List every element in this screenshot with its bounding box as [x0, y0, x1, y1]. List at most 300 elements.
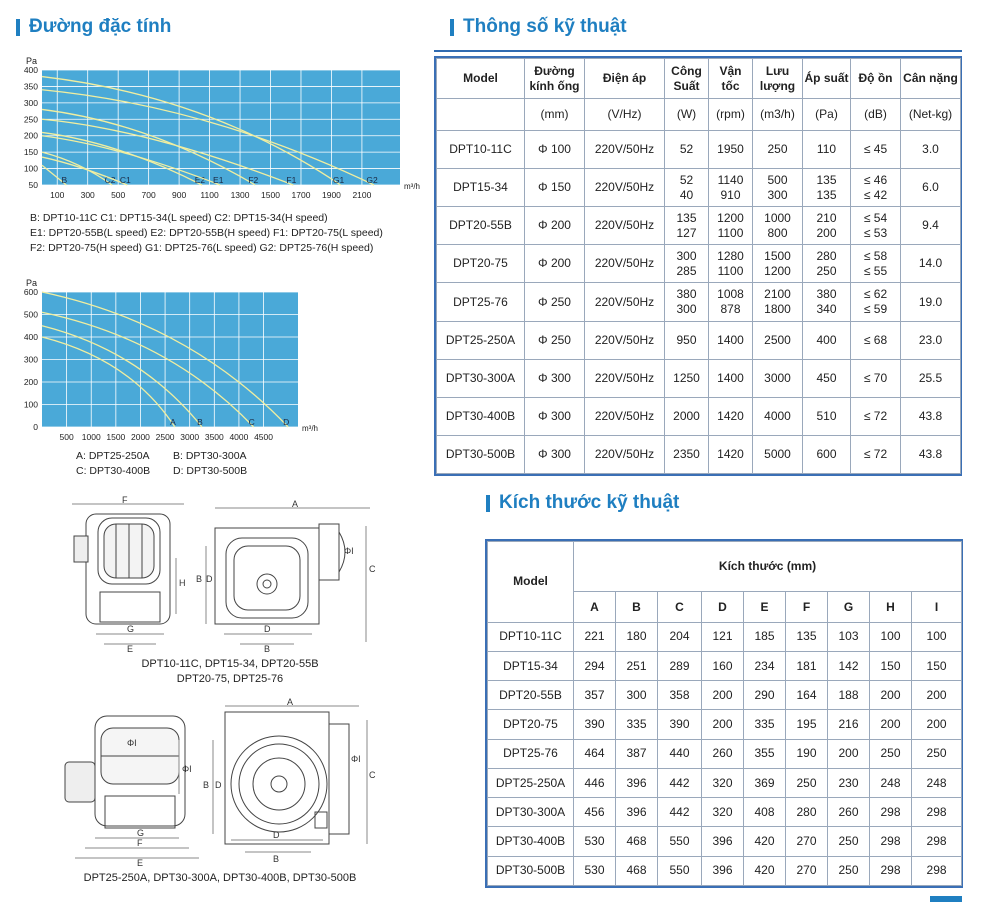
- table-cell: 298: [870, 798, 912, 827]
- dim-row: [488, 768, 962, 797]
- table-cell: (mm): [525, 99, 585, 131]
- table-cell: 468: [616, 856, 658, 885]
- table-cell: 335: [616, 710, 658, 739]
- x-tick-label: 1700: [291, 190, 311, 200]
- y-axis-label: Pa: [26, 278, 38, 288]
- table-cell: 220V/50Hz: [585, 397, 665, 435]
- spec-row: [437, 321, 961, 359]
- table-cell: 220V/50Hz: [585, 207, 665, 245]
- table-cell: 110: [803, 131, 851, 169]
- x-tick-label: 1000: [81, 432, 101, 442]
- spec-row: [437, 131, 961, 169]
- table-cell: ≤ 54 ≤ 53: [851, 207, 901, 245]
- table-cell: 3.0: [901, 131, 961, 169]
- table-cell: 5000: [753, 435, 803, 473]
- table-cell: 1008 878: [709, 283, 753, 321]
- table-cell: 251: [616, 651, 658, 680]
- chart2-legend: [76, 449, 276, 479]
- table-cell: 280: [786, 798, 828, 827]
- y-axis-label: Pa: [26, 56, 38, 66]
- y-tick-label: 300: [23, 97, 38, 108]
- table-cell: DPT10-11C: [437, 131, 525, 169]
- dim-letter: F: [137, 838, 143, 848]
- x-tick-label: 900: [172, 190, 187, 200]
- table-cell: DPT30-300A: [437, 359, 525, 397]
- title-bar-marker: [486, 495, 490, 512]
- y-tick-label: 350: [23, 81, 38, 92]
- title-bar-marker: [16, 19, 20, 36]
- y-tick-label: 500: [23, 309, 38, 320]
- table-cell: 25.5: [901, 359, 961, 397]
- table-cell: 6.0: [901, 169, 961, 207]
- table-cell: DPT30-400B: [488, 827, 574, 856]
- table-cell: DPT25-250A: [488, 768, 574, 797]
- table-cell: ≤ 70: [851, 359, 901, 397]
- table-cell: 4000: [753, 397, 803, 435]
- legend-line: B: DPT10-11C C1: DPT15-34(L speed) C2: DPT15-34(H speed): [30, 212, 328, 224]
- x-tick-label: 1500: [261, 190, 280, 200]
- table-cell: 200: [912, 681, 962, 710]
- x-axis-label: m³/h: [302, 424, 318, 433]
- dim-letter: C: [369, 564, 376, 574]
- table-cell: Φ 200: [525, 207, 585, 245]
- table-cell: 1200 1100: [709, 207, 753, 245]
- table-cell: 442: [658, 798, 702, 827]
- dim-section-title: [486, 492, 679, 514]
- table-cell: D: [702, 592, 744, 622]
- table-cell: 464: [574, 739, 616, 768]
- spec-unit-row: [437, 99, 961, 131]
- table-cell: 510: [803, 397, 851, 435]
- table-cell: ≤ 72: [851, 435, 901, 473]
- table-cell: B: [616, 592, 658, 622]
- y-tick-label: 50: [28, 180, 38, 190]
- table-cell: 290: [744, 681, 786, 710]
- table-cell: 396: [616, 798, 658, 827]
- legend-item: D: DPT30-500B: [173, 465, 248, 477]
- dim-letter: B: [203, 780, 210, 790]
- table-cell: 298: [912, 827, 962, 856]
- table-cell: Φ 300: [525, 435, 585, 473]
- x-tick-label: 100: [50, 190, 65, 200]
- series-label: B: [197, 417, 203, 427]
- series-label: G1: [332, 175, 345, 185]
- x-tick-label: 1500: [106, 432, 126, 442]
- table-cell: 180: [616, 622, 658, 651]
- dim-row: [488, 739, 962, 768]
- dim-row: [488, 798, 962, 827]
- table-cell: 250: [870, 739, 912, 768]
- table-cell: 188: [828, 681, 870, 710]
- table-cell: 294: [574, 651, 616, 680]
- table-cell: DPT15-34: [437, 169, 525, 207]
- legend-item: A: DPT25-250A: [76, 450, 150, 462]
- table-cell: ≤ 68: [851, 321, 901, 359]
- dim-letter: ΦI: [344, 546, 354, 556]
- dim-letter: B: [196, 574, 203, 584]
- table-cell: (W): [665, 99, 709, 131]
- x-tick-label: 300: [80, 190, 95, 200]
- table-cell: Model: [437, 59, 525, 99]
- table-cell: 43.8: [901, 435, 961, 473]
- fan-motor: [74, 536, 88, 562]
- y-tick-label: 600: [23, 287, 38, 297]
- dim-letter: D: [215, 780, 222, 790]
- table-cell: 270: [786, 856, 828, 885]
- fan2-base: [105, 796, 175, 828]
- table-cell: 220V/50Hz: [585, 359, 665, 397]
- table-cell: Φ 300: [525, 359, 585, 397]
- table-cell: 160: [702, 651, 744, 680]
- series-label: A: [170, 417, 176, 427]
- table-cell: 103: [828, 622, 870, 651]
- table-cell: Vận tốc: [709, 59, 753, 99]
- table-cell: Φ 200: [525, 245, 585, 283]
- spec-title-text: Thông số kỹ thuật: [463, 16, 627, 37]
- dim-letter: A: [292, 499, 299, 509]
- table-cell: 52: [665, 131, 709, 169]
- spec-header-row: [437, 59, 961, 99]
- table-cell: Điện áp: [585, 59, 665, 99]
- table-cell: 164: [786, 681, 828, 710]
- fan2-terminal-box: [315, 812, 327, 828]
- series-label: C1: [119, 175, 131, 185]
- fan2-outlet-flange: [329, 724, 349, 834]
- table-cell: 600: [803, 435, 851, 473]
- table-cell: 550: [658, 856, 702, 885]
- table-cell: Φ 250: [525, 321, 585, 359]
- dim-letter: C: [369, 770, 376, 780]
- fan2-motor: [65, 762, 95, 802]
- dim-row: [488, 681, 962, 710]
- table-cell: 550: [658, 827, 702, 856]
- table-cell: 500 300: [753, 169, 803, 207]
- fan2-outlet-ring: [231, 736, 327, 832]
- series-label: G2: [366, 175, 378, 185]
- fan-base: [100, 592, 160, 622]
- dim-row: [488, 622, 962, 651]
- table-cell: C: [658, 592, 702, 622]
- x-tick-label: 2100: [352, 190, 372, 200]
- dim-letter: ΦI: [127, 738, 137, 748]
- series-label: E1: [213, 175, 224, 185]
- table-cell: Cân nặng: [901, 59, 961, 99]
- x-tick-label: 1900: [321, 190, 341, 200]
- table-cell: 357: [574, 681, 616, 710]
- table-cell: 298: [870, 856, 912, 885]
- x-tick-label: 700: [141, 190, 156, 200]
- drawing1-caption: [100, 657, 360, 687]
- table-cell: DPT25-76: [437, 283, 525, 321]
- x-tick-label: 500: [111, 190, 126, 200]
- table-cell: 216: [828, 710, 870, 739]
- table-cell: 300: [616, 681, 658, 710]
- spec-table: [436, 58, 961, 474]
- table-cell: Công Suất: [665, 59, 709, 99]
- dim-row: [488, 651, 962, 680]
- spec-title-rule: [434, 50, 962, 52]
- y-tick-label: 200: [23, 377, 38, 387]
- table-cell: 150: [870, 651, 912, 680]
- table-cell: 289: [658, 651, 702, 680]
- fan2-impeller: [239, 744, 319, 824]
- table-cell: 950: [665, 321, 709, 359]
- table-cell: 200: [828, 739, 870, 768]
- x-tick-label: 1100: [200, 190, 219, 200]
- dim-letter: D: [264, 624, 271, 634]
- legend-line: E1: DPT20-55B(L speed) E2: DPT20-55B(H speed) F1: DPT20-75(L speed): [30, 227, 383, 239]
- table-cell: (Pa): [803, 99, 851, 131]
- dim-letter: G: [137, 828, 145, 838]
- table-cell: 320: [702, 768, 744, 797]
- table-cell: 2100 1800: [753, 283, 803, 321]
- dim-letter: D: [273, 830, 280, 840]
- table-cell: (rpm): [709, 99, 753, 131]
- series-label: D: [283, 417, 290, 427]
- y-tick-label: 300: [23, 354, 38, 365]
- table-cell: Φ 100: [525, 131, 585, 169]
- table-cell: ≤ 62 ≤ 59: [851, 283, 901, 321]
- table-cell: 135: [786, 622, 828, 651]
- table-cell: 408: [744, 798, 786, 827]
- y-tick-label: 400: [23, 332, 38, 342]
- dim-letter: G: [127, 624, 135, 634]
- x-tick-label: 3000: [180, 432, 200, 442]
- table-cell: [437, 99, 525, 131]
- table-cell: 135 127: [665, 207, 709, 245]
- table-cell: DPT30-400B: [437, 397, 525, 435]
- fan-outlet: [234, 546, 300, 610]
- dimension-drawing-1: [60, 496, 400, 656]
- table-cell: 100: [912, 622, 962, 651]
- spec-section-title: [450, 16, 627, 38]
- table-cell: DPT20-55B: [488, 681, 574, 710]
- table-cell: G: [828, 592, 870, 622]
- dim-letter: B: [264, 644, 271, 654]
- spec-row: [437, 283, 961, 321]
- table-cell: DPT25-76: [488, 739, 574, 768]
- series-label: B: [61, 175, 68, 185]
- table-cell: 234: [744, 651, 786, 680]
- table-cell: DPT25-250A: [437, 321, 525, 359]
- table-cell: 250: [786, 768, 828, 797]
- drawing2-caption: [70, 871, 370, 886]
- table-cell: 320: [702, 798, 744, 827]
- dim-title-text: Kích thước kỹ thuật: [499, 492, 680, 513]
- caption-line: DPT20-75, DPT25-76: [176, 673, 284, 685]
- series-label: C: [248, 417, 255, 427]
- table-cell: Φ 150: [525, 169, 585, 207]
- x-tick-label: 1300: [230, 190, 250, 200]
- table-cell: 200: [702, 681, 744, 710]
- table-cell: I: [912, 592, 962, 622]
- table-cell: 3000: [753, 359, 803, 397]
- caption-line: DPT25-250A, DPT30-300A, DPT30-400B, DPT30-500B: [83, 872, 357, 884]
- series-label: F1: [286, 175, 297, 185]
- table-cell: 396: [702, 856, 744, 885]
- table-cell: DPT20-75: [488, 710, 574, 739]
- table-cell: 19.0: [901, 283, 961, 321]
- fan-outlet-flange: [319, 524, 339, 580]
- x-tick-label: 3500: [204, 432, 224, 442]
- table-cell: 220V/50Hz: [585, 169, 665, 207]
- table-cell: F: [786, 592, 828, 622]
- dim-letter: A: [287, 697, 294, 707]
- caption-line: DPT10-11C, DPT15-34, DPT20-55B: [141, 658, 319, 670]
- table-cell: 150: [912, 651, 962, 680]
- table-cell: 298: [870, 827, 912, 856]
- table-cell: (Net-kg): [901, 99, 961, 131]
- table-cell: DPT10-11C: [488, 622, 574, 651]
- dim-letter: B: [273, 854, 280, 864]
- table-cell: 270: [786, 827, 828, 856]
- dimension-drawing-2: [55, 697, 395, 868]
- table-cell: 390: [574, 710, 616, 739]
- y-tick-label: 150: [23, 147, 38, 158]
- table-cell: 221: [574, 622, 616, 651]
- table-cell: 1250: [665, 359, 709, 397]
- table-cell: 450: [803, 359, 851, 397]
- size-header-cell: Kích thước (mm): [574, 542, 962, 592]
- table-cell: 200: [870, 710, 912, 739]
- table-cell: DPT20-55B: [437, 207, 525, 245]
- performance-chart-1: [0, 40, 420, 200]
- table-cell: 142: [828, 651, 870, 680]
- table-cell: DPT30-500B: [488, 856, 574, 885]
- table-cell: 1420: [709, 435, 753, 473]
- table-cell: 396: [702, 827, 744, 856]
- table-cell: 442: [658, 768, 702, 797]
- table-cell: 280 250: [803, 245, 851, 283]
- table-cell: 420: [744, 827, 786, 856]
- dim-row: [488, 827, 962, 856]
- table-cell: 2500: [753, 321, 803, 359]
- y-tick-label: 100: [23, 399, 38, 410]
- table-cell: ≤ 58 ≤ 55: [851, 245, 901, 283]
- table-cell: 204: [658, 622, 702, 651]
- table-cell: 135 135: [803, 169, 851, 207]
- table-cell: (dB): [851, 99, 901, 131]
- table-cell: 248: [912, 768, 962, 797]
- table-cell: 9.4: [901, 207, 961, 245]
- table-cell: 440: [658, 739, 702, 768]
- table-cell: (V/Hz): [585, 99, 665, 131]
- table-cell: 1420: [709, 397, 753, 435]
- chart1-legend: [30, 211, 383, 256]
- table-cell: Áp suất: [803, 59, 851, 99]
- table-cell: 387: [616, 739, 658, 768]
- table-cell: 446: [574, 768, 616, 797]
- footer-accent-bar: [930, 896, 962, 902]
- table-cell: (m3/h): [753, 99, 803, 131]
- table-cell: 220V/50Hz: [585, 283, 665, 321]
- performance-chart-2: [0, 270, 330, 446]
- table-cell: 530: [574, 856, 616, 885]
- legend-item: B: DPT30-300A: [173, 450, 247, 462]
- table-cell: 250: [828, 856, 870, 885]
- table-cell: 300 285: [665, 245, 709, 283]
- series-label: C2: [104, 175, 116, 185]
- table-cell: 390: [658, 710, 702, 739]
- table-cell: 190: [786, 739, 828, 768]
- series-label: F2: [248, 175, 259, 185]
- curves-title-text: Đường đặc tính: [29, 16, 172, 37]
- table-cell: ≤ 72: [851, 397, 901, 435]
- table-cell: 1140 910: [709, 169, 753, 207]
- x-tick-label: 500: [59, 432, 74, 442]
- dim-letter: E: [137, 858, 144, 868]
- table-cell: 335: [744, 710, 786, 739]
- spec-row: [437, 245, 961, 283]
- title-bar-marker: [450, 19, 454, 36]
- table-cell: 121: [702, 622, 744, 651]
- dim-letter: E: [127, 644, 134, 654]
- table-cell: 181: [786, 651, 828, 680]
- table-cell: 298: [912, 798, 962, 827]
- table-cell: 260: [828, 798, 870, 827]
- table-cell: 248: [870, 768, 912, 797]
- table-cell: 380 340: [803, 283, 851, 321]
- table-cell: 43.8: [901, 397, 961, 435]
- table-cell: 1400: [709, 359, 753, 397]
- table-cell: Φ 250: [525, 283, 585, 321]
- table-cell: 230: [828, 768, 870, 797]
- table-cell: 260: [702, 739, 744, 768]
- legend-item: C: DPT30-400B: [76, 465, 151, 477]
- table-cell: E: [744, 592, 786, 622]
- table-cell: 250: [753, 131, 803, 169]
- table-cell: 220V/50Hz: [585, 435, 665, 473]
- dim-letter: ΦI: [182, 764, 192, 774]
- table-cell: DPT15-34: [488, 651, 574, 680]
- table-cell: 358: [658, 681, 702, 710]
- x-tick-label: 2000: [131, 432, 150, 442]
- table-cell: 210 200: [803, 207, 851, 245]
- spec-row: [437, 359, 961, 397]
- table-cell: 1000 800: [753, 207, 803, 245]
- x-axis-label: m³/h: [404, 182, 420, 191]
- table-cell: Φ 300: [525, 397, 585, 435]
- model-header-cell: Model: [488, 542, 574, 623]
- x-tick-label: 4000: [229, 432, 249, 442]
- table-cell: 530: [574, 827, 616, 856]
- chart-plot-area: [42, 70, 400, 185]
- table-cell: DPT30-300A: [488, 798, 574, 827]
- table-cell: 456: [574, 798, 616, 827]
- table-cell: ≤ 46 ≤ 42: [851, 169, 901, 207]
- fan-impeller: [257, 574, 277, 594]
- table-cell: 2000: [665, 397, 709, 435]
- dim-row: [488, 710, 962, 739]
- table-cell: 355: [744, 739, 786, 768]
- spec-row: [437, 169, 961, 207]
- dim-letter: H: [179, 578, 186, 588]
- table-cell: Đường kính ống: [525, 59, 585, 99]
- table-cell: 220V/50Hz: [585, 321, 665, 359]
- table-cell: 100: [870, 622, 912, 651]
- table-cell: 1400: [709, 321, 753, 359]
- table-cell: 369: [744, 768, 786, 797]
- spec-row: [437, 397, 961, 435]
- table-cell: 1500 1200: [753, 245, 803, 283]
- legend-line: F2: DPT20-75(H speed) G1: DPT25-76(L speed) G2: DPT25-76(H speed): [30, 242, 374, 254]
- table-cell: 14.0: [901, 245, 961, 283]
- y-tick-label: 100: [23, 163, 38, 174]
- table-cell: 380 300: [665, 283, 709, 321]
- y-tick-label: 250: [23, 114, 38, 125]
- dim-header-row: [488, 542, 962, 592]
- table-cell: 200: [870, 681, 912, 710]
